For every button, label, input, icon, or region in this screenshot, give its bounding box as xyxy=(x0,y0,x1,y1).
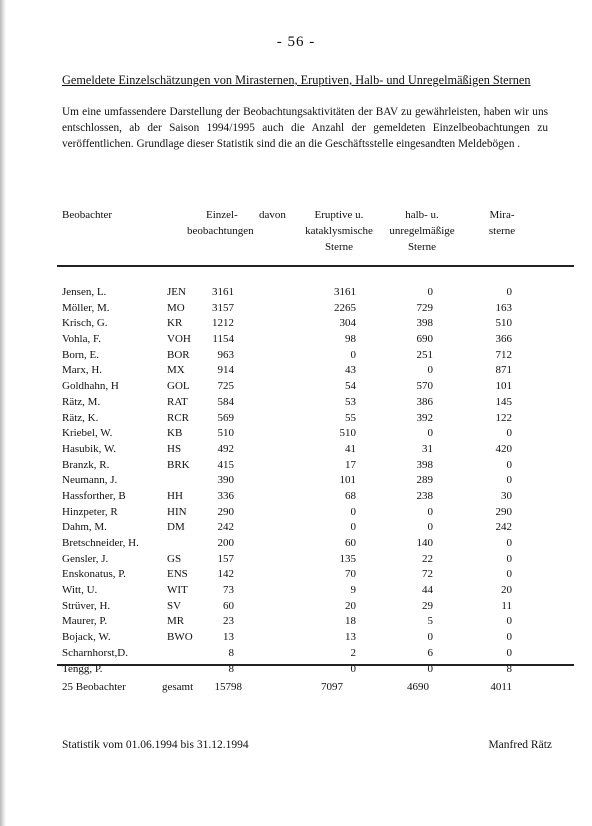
mira-count: 871 xyxy=(495,364,512,377)
header-eruptive-line2: kataklysmische xyxy=(305,225,373,237)
eruptive-count: 98 xyxy=(345,333,356,346)
observer-name: Maurer, P. xyxy=(62,615,108,628)
eruptive-count: 55 xyxy=(345,411,356,424)
eruptive-count: 43 xyxy=(345,364,356,377)
observer-code: VOH xyxy=(167,333,191,346)
table-row xyxy=(0,316,592,332)
observer-name: Rätz, K. xyxy=(62,411,99,424)
observer-name: Branzk, R. xyxy=(62,458,110,471)
observer-name: Born, E. xyxy=(62,348,99,361)
mira-count: 145 xyxy=(495,395,512,408)
observer-name: Tengg, P. xyxy=(62,662,103,675)
einzel-count: 13 xyxy=(223,631,234,644)
observer-name: Goldhahn, H xyxy=(62,380,119,393)
einzel-count: 60 xyxy=(223,599,234,612)
halb-count: 392 xyxy=(416,411,433,424)
einzel-count: 390 xyxy=(217,474,234,487)
mira-count: 290 xyxy=(495,505,512,518)
eruptive-count: 54 xyxy=(345,380,356,393)
mira-count: 163 xyxy=(495,301,512,314)
summary-halb-total: 4690 xyxy=(407,681,429,693)
table-row xyxy=(0,285,592,301)
table-row xyxy=(0,567,592,583)
mira-count: 11 xyxy=(501,599,512,612)
observer-code: JEN xyxy=(167,286,186,298)
halb-count: 29 xyxy=(422,599,433,612)
mira-count: 0 xyxy=(506,568,512,581)
einzel-count: 569 xyxy=(217,411,234,424)
mira-count: 420 xyxy=(495,442,512,455)
eruptive-count: 101 xyxy=(339,474,356,487)
table-row xyxy=(0,332,592,348)
table-row xyxy=(0,489,592,505)
eruptive-count: 9 xyxy=(350,584,356,597)
eruptive-count: 0 xyxy=(350,662,356,675)
table-row xyxy=(0,426,592,442)
eruptive-count: 510 xyxy=(339,427,356,440)
observer-code: HH xyxy=(167,489,183,502)
observer-code: MO xyxy=(167,301,185,314)
summary-eruptive-total: 7097 xyxy=(321,681,343,693)
halb-count: 5 xyxy=(427,615,433,628)
mira-count: 30 xyxy=(501,489,512,502)
header-mira-line2: sterne xyxy=(488,225,516,237)
halb-count: 570 xyxy=(416,380,433,393)
halb-count: 0 xyxy=(427,521,433,534)
table-row xyxy=(0,363,592,379)
einzel-count: 73 xyxy=(223,584,234,597)
observer-code: DM xyxy=(167,521,185,534)
table-row xyxy=(0,614,592,630)
table-body xyxy=(0,285,592,677)
eruptive-count: 0 xyxy=(350,348,356,361)
eruptive-count: 13 xyxy=(345,631,356,644)
einzel-count: 492 xyxy=(217,442,234,455)
table-top-rule xyxy=(57,265,574,267)
footer-author: Manfred Rätz xyxy=(488,739,552,751)
mira-count: 0 xyxy=(506,615,512,628)
eruptive-count: 60 xyxy=(345,537,356,549)
header-einzel-line1: Einzel- xyxy=(206,209,238,221)
header-halb-line3: Sterne xyxy=(407,241,437,253)
observer-name: Hinzpeter, R xyxy=(62,505,118,518)
mira-count: 0 xyxy=(506,552,512,565)
mira-count: 8 xyxy=(506,662,512,675)
eruptive-count: 18 xyxy=(345,615,356,628)
observer-name: Bretschneider, H. xyxy=(62,537,139,549)
halb-count: 398 xyxy=(416,458,433,471)
table-row xyxy=(0,395,592,411)
einzel-count: 914 xyxy=(217,364,234,377)
einzel-count: 3157 xyxy=(212,301,234,314)
observer-name: Möller, M. xyxy=(62,301,110,314)
halb-count: 44 xyxy=(422,584,433,597)
halb-count: 0 xyxy=(427,364,433,377)
observer-code: SV xyxy=(167,599,182,612)
eruptive-count: 304 xyxy=(339,317,356,330)
mira-count: 712 xyxy=(495,348,512,361)
mira-count: 510 xyxy=(495,317,512,330)
observer-code: BRK xyxy=(167,458,190,471)
eruptive-count: 2265 xyxy=(334,301,356,314)
observer-code: GOL xyxy=(167,380,190,393)
mira-count: 20 xyxy=(501,584,512,597)
observer-name: Rätz, M. xyxy=(62,395,101,408)
table-row xyxy=(0,379,592,395)
einzel-count: 8 xyxy=(228,646,234,659)
table-row xyxy=(0,473,592,489)
halb-count: 238 xyxy=(416,489,433,502)
einzel-count: 142 xyxy=(217,568,234,581)
observer-code: HS xyxy=(167,442,182,455)
eruptive-count: 0 xyxy=(350,505,356,518)
observer-code: ENS xyxy=(167,568,188,581)
observer-name: Neumann, J. xyxy=(62,474,118,487)
einzel-count: 415 xyxy=(217,458,234,471)
intro-paragraph: Um eine umfassendere Darstellung der Beobachtungsaktivitäten der BAV zu gewährleisten, haben wir uns entschlossen, ab der Saison 1994/1995 auch die Anzahl der gemeldeten Einzelbeobachtungen zu veröffentlichen. Grundlage dieser Statistik sind die an die Geschäftsstelle eingesandten Meldebögen . xyxy=(62,106,548,150)
mira-count: 0 xyxy=(506,286,512,298)
observer-code: MR xyxy=(167,615,185,628)
einzel-count: 336 xyxy=(217,489,234,502)
halb-count: 0 xyxy=(427,662,433,675)
footer-period: Statistik vom 01.06.1994 bis 31.12.1994 xyxy=(62,739,249,751)
observer-name: Strüver, H. xyxy=(62,599,111,612)
observer-name: Hasubik, W. xyxy=(62,442,117,455)
halb-count: 386 xyxy=(416,395,433,408)
einzel-count: 3161 xyxy=(212,286,234,298)
einzel-count: 23 xyxy=(223,615,234,628)
observer-name: Gensler, J. xyxy=(62,552,109,565)
table-row xyxy=(0,520,592,536)
mira-count: 0 xyxy=(506,631,512,644)
halb-count: 22 xyxy=(422,552,433,565)
mira-count: 366 xyxy=(495,333,512,346)
einzel-count: 725 xyxy=(217,380,234,393)
table-row xyxy=(0,301,592,317)
header-beobachter: Beobachter xyxy=(62,209,113,221)
observer-name: Marx, H. xyxy=(62,364,103,377)
summary-mira-total: 4011 xyxy=(490,681,512,693)
mira-count: 101 xyxy=(495,380,512,393)
observer-name: Bojack, W. xyxy=(62,631,111,644)
table-row xyxy=(0,552,592,568)
eruptive-count: 0 xyxy=(350,521,356,534)
einzel-count: 242 xyxy=(217,521,234,534)
observer-name: Dahm, M. xyxy=(62,521,107,534)
table-row xyxy=(0,599,592,615)
observer-name: Enskonatus, P. xyxy=(62,568,126,581)
table-row xyxy=(0,348,592,364)
mira-count: 0 xyxy=(506,646,512,659)
header-einzel-line2: beobachtungen xyxy=(187,225,254,237)
table-row xyxy=(0,442,592,458)
header-davon: davon xyxy=(259,209,286,221)
observer-code: GS xyxy=(167,552,182,565)
halb-count: 0 xyxy=(427,631,433,644)
einzel-count: 157 xyxy=(217,552,234,565)
observer-code: KB xyxy=(167,427,183,440)
header-halb-line2: unregelmäßige xyxy=(389,225,455,237)
observer-name: Jensen, L. xyxy=(62,286,107,298)
einzel-count: 963 xyxy=(217,348,234,361)
observer-code: HIN xyxy=(167,505,187,518)
table-row xyxy=(0,630,592,646)
einzel-count: 1212 xyxy=(212,317,234,330)
halb-count: 72 xyxy=(422,568,433,581)
table-row xyxy=(0,505,592,521)
observer-name: Hassforther, B xyxy=(62,489,126,502)
observer-name: Witt, U. xyxy=(62,584,98,597)
eruptive-count: 135 xyxy=(339,552,356,565)
einzel-count: 290 xyxy=(217,505,234,518)
summary-einzel-total: 15798 xyxy=(214,681,242,693)
mira-count: 0 xyxy=(506,427,512,440)
eruptive-count: 70 xyxy=(345,568,356,581)
halb-count: 0 xyxy=(427,505,433,518)
observer-code: BOR xyxy=(167,348,190,361)
halb-count: 31 xyxy=(422,442,433,455)
table-row xyxy=(0,411,592,427)
eruptive-count: 53 xyxy=(345,395,356,408)
summary-gesamt-label: gesamt xyxy=(162,681,194,693)
observer-name: Scharnhorst,D. xyxy=(62,646,128,659)
halb-count: 398 xyxy=(416,317,433,330)
mira-count: 0 xyxy=(506,537,512,549)
halb-count: 0 xyxy=(427,427,433,440)
einzel-count: 200 xyxy=(217,537,234,549)
eruptive-count: 20 xyxy=(345,599,356,612)
eruptive-count: 17 xyxy=(345,458,356,471)
halb-count: 0 xyxy=(427,286,433,298)
eruptive-count: 3161 xyxy=(334,286,356,298)
eruptive-count: 2 xyxy=(350,646,356,659)
observer-code: KR xyxy=(167,317,183,330)
observer-code: RCR xyxy=(167,411,190,424)
document-heading: Gemeldete Einzelschätzungen von Mirasternen, Eruptiven, Halb- und Unregelmäßigen Sternen xyxy=(62,73,531,87)
mira-count: 0 xyxy=(506,458,512,471)
table-row xyxy=(0,536,592,552)
table-row xyxy=(0,583,592,599)
table-bottom-rule xyxy=(57,664,574,666)
observer-code: RAT xyxy=(167,395,188,408)
einzel-count: 510 xyxy=(217,427,234,440)
summary-observer-count: 25 Beobachter xyxy=(62,681,126,693)
eruptive-count: 41 xyxy=(345,442,356,455)
table-row xyxy=(0,646,592,662)
eruptive-count: 68 xyxy=(345,489,356,502)
einzel-count: 1154 xyxy=(212,333,234,346)
header-eruptive-line1: Eruptive u. xyxy=(314,209,364,221)
einzel-count: 584 xyxy=(217,395,234,408)
halb-count: 140 xyxy=(416,537,433,549)
einzel-count: 8 xyxy=(228,662,234,675)
table-row xyxy=(0,458,592,474)
page-number: - 56 - xyxy=(276,34,316,50)
halb-count: 289 xyxy=(416,474,433,487)
halb-count: 690 xyxy=(416,333,433,346)
observer-name: Vohla, F. xyxy=(62,333,101,346)
mira-count: 242 xyxy=(495,521,512,534)
observer-code: WIT xyxy=(167,584,188,597)
header-mira-line1: Mira- xyxy=(489,209,515,221)
mira-count: 0 xyxy=(506,474,512,487)
observer-code: MX xyxy=(167,364,185,377)
observer-code: BWO xyxy=(167,631,193,644)
header-halb-line1: halb- u. xyxy=(405,209,439,221)
halb-count: 6 xyxy=(427,646,433,659)
halb-count: 251 xyxy=(416,348,433,361)
header-eruptive-line3: Sterne xyxy=(324,241,354,253)
observer-name: Krisch, G. xyxy=(62,317,108,330)
observer-name: Kriebel, W. xyxy=(62,427,113,440)
mira-count: 122 xyxy=(495,411,512,424)
halb-count: 729 xyxy=(416,301,433,314)
